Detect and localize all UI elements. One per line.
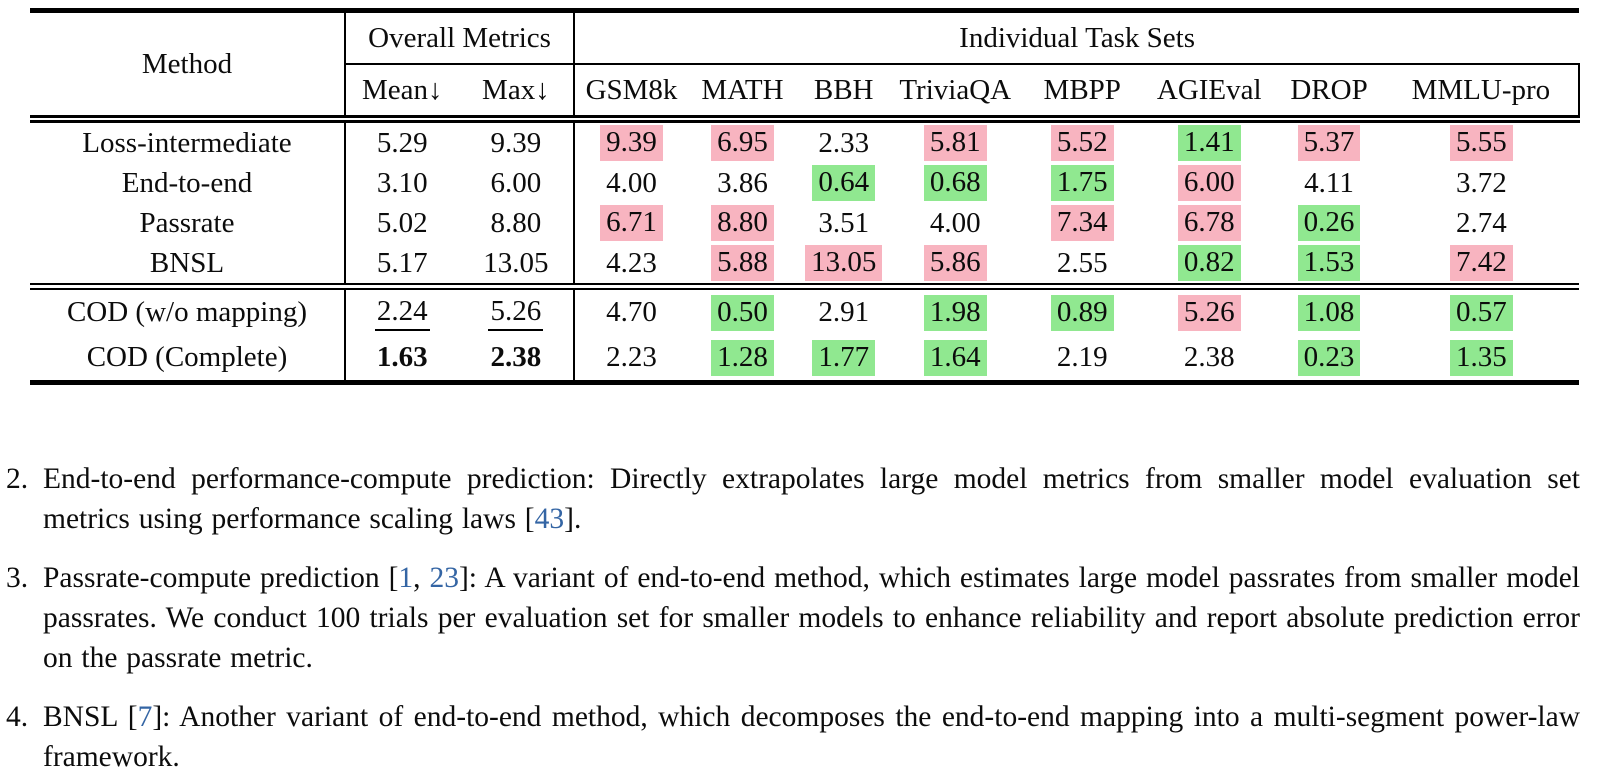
list-item-text	[43, 697, 1580, 777]
task-value-cell	[797, 163, 890, 203]
highlighted-value: 6.00	[1178, 165, 1241, 201]
table-header-row-groups	[30, 11, 1579, 65]
table-row	[30, 203, 1579, 243]
highlighted-value: 0.89	[1051, 295, 1114, 331]
max-value-cell	[459, 287, 575, 336]
table-row	[30, 335, 1579, 383]
text-segment: ]: Another variant of end-to-end method, which decomposes the end-to-end mapping into a multi-segment power-law framework.	[43, 701, 1581, 773]
highlighted-value: 0.50	[711, 295, 774, 331]
column-header-drop: DROP	[1274, 64, 1383, 119]
column-group-overall-metrics: Overall Metrics	[345, 11, 574, 65]
method-name-cell: End-to-end	[30, 163, 345, 203]
method-name-cell: Passrate	[30, 203, 345, 243]
task-value-cell	[1020, 243, 1144, 287]
list-item-text	[43, 558, 1580, 678]
highlighted-value: 13.05	[805, 245, 882, 281]
task-value-cell	[1144, 163, 1274, 203]
column-header-mbpp: MBPP	[1020, 64, 1144, 119]
metric-value: 5.29	[376, 126, 428, 159]
highlighted-value: 7.34	[1051, 205, 1114, 241]
task-value-cell	[1384, 335, 1579, 383]
task-value-cell	[688, 163, 797, 203]
metric-value: 1.63	[376, 341, 428, 373]
task-value-cell	[797, 287, 890, 336]
task-value-cell	[1384, 119, 1579, 163]
task-value-cell	[1384, 163, 1579, 203]
baseline-rows-section	[30, 119, 1579, 287]
cod-rows-section	[30, 287, 1579, 383]
column-header-triviaqa: TriviaQA	[890, 64, 1020, 119]
task-value-cell	[797, 243, 890, 287]
metric-value: 13.05	[483, 246, 549, 279]
task-value-cell	[574, 203, 688, 243]
highlighted-value: 1.08	[1298, 295, 1361, 331]
highlighted-value: 1.64	[924, 340, 987, 376]
column-header-bbh: BBH	[797, 64, 890, 119]
mean-value-cell	[345, 163, 459, 203]
task-value-cell	[1020, 335, 1144, 383]
column-header-math: MATH	[688, 64, 797, 119]
task-value-cell	[688, 203, 797, 243]
column-header-gsm8k: GSM8k	[574, 64, 688, 119]
highlighted-value: 1.41	[1178, 125, 1241, 161]
task-value-cell	[890, 335, 1020, 383]
text-segment: ]: A variant of end-to-end method, which estimates large model passrates from smaller model passrates. We conduct 100 trials per evaluation set for smaller models to enhance reliability and report absolute prediction error on the passrate metric.	[43, 562, 1580, 674]
citation-link[interactable]: 23	[429, 562, 459, 594]
table-row	[30, 287, 1579, 336]
metric-value: 2.24	[375, 295, 430, 331]
metric-value: 5.26	[488, 295, 543, 331]
list-item	[6, 459, 1580, 539]
task-value-cell	[688, 335, 797, 383]
task-value-cell	[574, 287, 688, 336]
metric-value: 9.39	[490, 126, 542, 159]
citation-link[interactable]: 1	[398, 562, 414, 594]
mean-value-cell	[345, 203, 459, 243]
highlighted-value: 5.81	[924, 125, 987, 161]
highlighted-value: 0.26	[1298, 205, 1361, 241]
highlighted-value: 0.64	[812, 165, 875, 201]
task-value-cell	[890, 243, 1020, 287]
task-value-cell	[890, 119, 1020, 163]
value: 4.11	[1304, 166, 1354, 199]
method-name-cell: BNSL	[30, 243, 345, 287]
highlighted-value: 5.26	[1178, 295, 1241, 331]
task-value-cell	[1144, 287, 1274, 336]
mean-value-cell	[345, 119, 459, 163]
value: 3.72	[1456, 166, 1507, 199]
metric-value: 3.10	[376, 166, 428, 199]
max-value-cell	[459, 119, 575, 163]
task-value-cell	[890, 163, 1020, 203]
task-value-cell	[890, 203, 1020, 243]
value: 2.19	[1056, 341, 1108, 373]
task-value-cell	[1274, 163, 1383, 203]
text-segment: End-to-end performance-compute prediction: Directly extrapolates large model metrics from smaller model evaluation set metrics using performance scaling laws [	[43, 463, 1580, 535]
highlighted-value: 5.37	[1298, 125, 1361, 161]
value: 4.00	[929, 206, 981, 239]
highlighted-value: 7.42	[1450, 245, 1513, 281]
results-table	[30, 8, 1580, 385]
list-item-number: 4.	[6, 701, 29, 733]
value: 4.23	[606, 246, 657, 279]
task-value-cell	[574, 163, 688, 203]
value: 4.00	[606, 166, 657, 199]
highlighted-value: 5.52	[1051, 125, 1114, 161]
value: 4.70	[606, 296, 657, 328]
value: 2.33	[818, 126, 870, 159]
highlighted-value: 1.35	[1450, 340, 1513, 376]
value: 2.55	[1056, 246, 1108, 279]
task-value-cell	[890, 287, 1020, 336]
highlighted-value: 5.86	[924, 245, 987, 281]
text-segment: Passrate-compute prediction [	[43, 562, 399, 594]
text-segment: BNSL [	[43, 701, 138, 733]
task-value-cell	[688, 243, 797, 287]
highlighted-value: 1.77	[812, 340, 875, 376]
metric-value: 6.00	[490, 166, 542, 199]
task-value-cell	[1274, 119, 1383, 163]
citation-link[interactable]: 43	[534, 503, 565, 535]
highlighted-value: 0.23	[1298, 340, 1361, 376]
task-value-cell	[1274, 203, 1383, 243]
text-segment: ,	[413, 562, 430, 594]
list-item	[6, 697, 1580, 777]
max-value-cell	[459, 335, 575, 383]
highlighted-value: 0.57	[1450, 295, 1513, 331]
highlighted-value: 8.80	[711, 205, 774, 241]
highlighted-value: 1.75	[1051, 165, 1114, 201]
table-row	[30, 119, 1579, 163]
task-value-cell	[1144, 243, 1274, 287]
column-header-max: Max↓	[459, 64, 575, 119]
method-name-cell: COD (w/o mapping)	[30, 287, 345, 336]
highlighted-value: 0.68	[924, 165, 987, 201]
list-item-number: 3.	[6, 562, 29, 594]
metric-value: 2.38	[490, 341, 542, 373]
mean-value-cell	[345, 335, 459, 383]
task-value-cell	[1274, 335, 1383, 383]
highlighted-value: 1.98	[924, 295, 987, 331]
task-value-cell	[1020, 287, 1144, 336]
highlighted-value: 6.95	[711, 125, 774, 161]
table-header	[30, 11, 1579, 120]
task-value-cell	[1020, 203, 1144, 243]
value: 2.91	[818, 296, 870, 328]
task-value-cell	[1274, 243, 1383, 287]
task-value-cell	[1020, 119, 1144, 163]
task-value-cell	[574, 335, 688, 383]
task-value-cell	[1144, 119, 1274, 163]
value: 3.86	[717, 166, 768, 199]
value: 2.38	[1183, 341, 1235, 373]
task-value-cell	[797, 119, 890, 163]
value: 2.74	[1456, 206, 1507, 239]
method-name-cell: Loss-intermediate	[30, 119, 345, 163]
column-group-individual-task-sets: Individual Task Sets	[574, 11, 1579, 65]
method-name-cell: COD (Complete)	[30, 335, 345, 383]
highlighted-value: 5.55	[1450, 125, 1513, 161]
task-value-cell	[688, 287, 797, 336]
value: 3.51	[818, 206, 870, 239]
column-header-mmlu-pro: MMLU-pro	[1384, 64, 1579, 119]
list-item	[6, 558, 1580, 678]
highlighted-value: 6.78	[1178, 205, 1241, 241]
metric-value: 8.80	[490, 206, 542, 239]
task-value-cell	[1384, 243, 1579, 287]
text-segment: ].	[564, 503, 582, 535]
table-row	[30, 243, 1579, 287]
value: 2.23	[606, 341, 657, 373]
metric-value: 5.17	[376, 246, 428, 279]
table-row	[30, 163, 1579, 203]
max-value-cell	[459, 163, 575, 203]
task-value-cell	[1020, 163, 1144, 203]
task-value-cell	[1144, 203, 1274, 243]
task-value-cell	[688, 119, 797, 163]
max-value-cell	[459, 243, 575, 287]
highlighted-value: 1.53	[1298, 245, 1361, 281]
column-header-agieval: AGIEval	[1144, 64, 1274, 119]
task-value-cell	[1144, 335, 1274, 383]
metric-value: 5.02	[376, 206, 428, 239]
mean-value-cell	[345, 243, 459, 287]
list-item-text	[43, 459, 1580, 539]
highlighted-value: 5.88	[711, 245, 774, 281]
highlighted-value: 6.71	[600, 205, 663, 241]
citation-link[interactable]: 7	[137, 701, 153, 733]
task-value-cell	[797, 203, 890, 243]
mean-value-cell	[345, 287, 459, 336]
highlighted-value: 1.28	[711, 340, 774, 376]
task-value-cell	[797, 335, 890, 383]
highlighted-value: 9.39	[600, 125, 663, 161]
task-value-cell	[574, 243, 688, 287]
column-header-method: Method	[30, 11, 345, 120]
column-header-mean: Mean↓	[345, 64, 459, 119]
task-value-cell	[1384, 287, 1579, 336]
max-value-cell	[459, 203, 575, 243]
method-description-list	[6, 459, 1580, 777]
task-value-cell	[574, 119, 688, 163]
task-value-cell	[1384, 203, 1579, 243]
list-item-number: 2.	[6, 463, 29, 495]
task-value-cell	[1274, 287, 1383, 336]
highlighted-value: 0.82	[1178, 245, 1241, 281]
